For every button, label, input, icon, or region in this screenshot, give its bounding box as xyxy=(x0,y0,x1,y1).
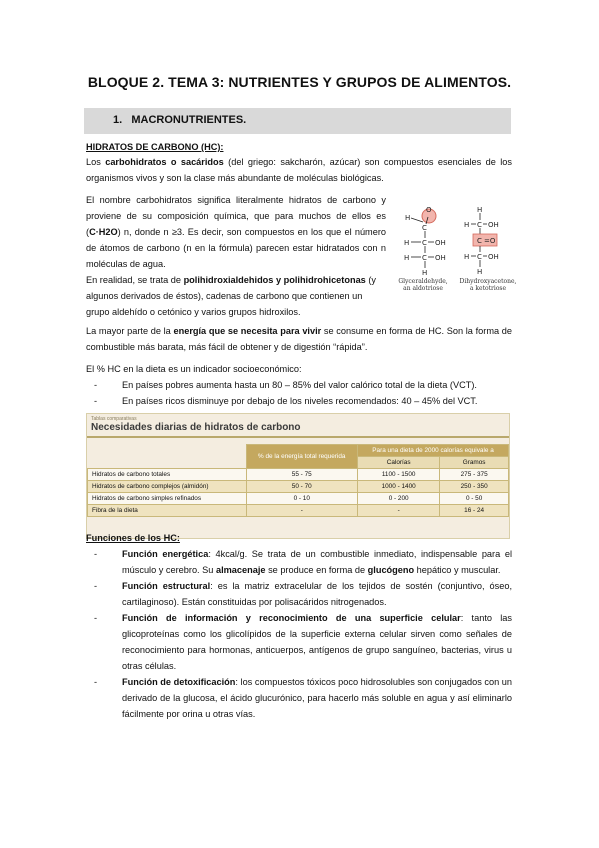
caption-line: Glyceraldehyde, xyxy=(398,278,448,285)
hc-heading: HIDRATOS DE CARBONO (HC): xyxy=(86,142,224,152)
row-g: 275 - 375 xyxy=(440,469,509,481)
paragraph-energia xyxy=(86,323,512,355)
svg-text:C: C xyxy=(422,239,427,247)
socio-list xyxy=(86,377,512,409)
function-item-estructural xyxy=(86,578,512,610)
svg-text:H: H xyxy=(464,253,470,261)
text-run: se produce en forma de xyxy=(265,565,368,575)
svg-text:C: C xyxy=(477,221,482,229)
function-item-energetica xyxy=(86,546,512,578)
row-g: 16 - 24 xyxy=(440,505,509,517)
table-row xyxy=(88,505,509,517)
svg-text:H: H xyxy=(464,221,470,229)
text-run: : 4kcal/g. Se trata de un combustible inmediato, indispensable para el músculo y cerebro. Su xyxy=(122,549,512,575)
function-item-informacion xyxy=(86,610,512,674)
text-run: hepático y muscular. xyxy=(414,565,501,575)
functions-list xyxy=(86,546,512,722)
svg-text:O: O xyxy=(426,206,432,214)
row-name: Hidratos de carbono simples refinados xyxy=(88,493,247,505)
svg-text:H: H xyxy=(477,206,483,214)
function-term: Función energética xyxy=(122,549,209,559)
paragraph-composition xyxy=(86,192,386,272)
header-gramos: Gramos xyxy=(440,457,509,469)
svg-text:OH: OH xyxy=(488,221,499,229)
row-pct: 0 - 10 xyxy=(246,493,358,505)
header-group: Para una dieta de 2000 calorías equivale a xyxy=(358,445,509,457)
list-intro: El % HC en la dieta es un indicador socioeconómico: xyxy=(86,364,302,374)
svg-text:C: C xyxy=(422,254,427,262)
svg-text:H: H xyxy=(404,254,410,262)
list-item: - En países ricos disminuye por debajo de los niveles recomendados: 40 – 45% del VCT. xyxy=(86,393,512,409)
table-row xyxy=(88,469,509,481)
row-name: Hidratos de carbono complejos (almidón) xyxy=(88,481,247,493)
bold-formula: C·H2O xyxy=(89,227,118,237)
page-title: BLOQUE 2. TEMA 3: NUTRIENTES Y GRUPOS DE ALIMENTOS. xyxy=(87,74,512,90)
table-kicker: Tablas comparativas xyxy=(91,416,137,422)
row-pct: - xyxy=(246,505,358,517)
svg-text:C: C xyxy=(422,224,427,232)
paragraph-socioeconomico xyxy=(86,361,512,409)
text-run: En realidad, se trata de xyxy=(86,275,184,285)
svg-text:OH: OH xyxy=(435,254,446,262)
svg-text:H: H xyxy=(404,239,410,247)
text-run: (y algunos derivados de éstos), cadenas de carbono que contienen un grupo aldehído o cetónico y varios grupos hidroxilos. xyxy=(86,275,377,317)
row-g: 0 - 50 xyxy=(440,493,509,505)
text-run: : es la matriz extracelular de los tejidos de sostén (conjuntivo, óseo, cartilaginoso). Están constituidas por polisacáridos nitrogenados. xyxy=(122,581,512,607)
table-row xyxy=(88,493,509,505)
row-g: 250 - 350 xyxy=(440,481,509,493)
carbohydrate-needs-table xyxy=(86,413,510,539)
header-calorias: Calorías xyxy=(358,457,440,469)
header-pct: % de la energía total requerida xyxy=(246,445,358,469)
function-term: Función de información y reconocimiento de una superficie celular xyxy=(122,613,461,623)
text-run: : los compuestos tóxicos poco hidrosolubles son conjugados con un derivado de la glucosa, el ácido glucurónico, para hacerlo más soluble en agua y así eliminarlo fácilmente por orina u otras vías. xyxy=(122,677,512,719)
function-term: Función de detoxificación xyxy=(122,677,236,687)
svg-text:C: C xyxy=(477,237,482,245)
svg-text:H: H xyxy=(477,268,483,276)
row-name: Fibra de la dieta xyxy=(88,505,247,517)
row-pct: 55 - 75 xyxy=(246,469,358,481)
list-item: - En países pobres aumenta hasta un 80 – 85% del valor calórico total de la dieta (VCT). xyxy=(86,377,512,393)
svg-text:C: C xyxy=(477,253,482,261)
bold-term: almacenaje xyxy=(215,565,266,575)
text-run: (del griego: sakcharón, azúcar) son compuestos esenciales de los organismos vivos y son la clase más abundante de moléculas biológicas. xyxy=(86,157,512,183)
functions-heading: Funciones de los HC: xyxy=(86,533,180,543)
section-title: 1. MACRONUTRIENTES. xyxy=(113,114,247,126)
bold-term: energía que se necesita para vivir xyxy=(173,326,322,336)
glyceraldehyde-caption xyxy=(392,278,454,292)
text-run: : tanto las glicoproteínas como los glicolípidos de la superficie externa celular sirven como señales de reconocimiento para hormonas, anticuerpos, antígenos de grupo sanguíneo, bacterias, virus u otras células. xyxy=(122,613,512,671)
caption-line: a ketotriose xyxy=(469,285,507,292)
svg-text:=O: =O xyxy=(484,237,496,245)
svg-text:OH: OH xyxy=(488,253,499,261)
row-cal: 1000 - 1400 xyxy=(358,481,440,493)
bold-term: glucógeno xyxy=(367,565,415,575)
functions-list-block xyxy=(86,546,512,722)
paragraph-polihidroxi xyxy=(86,272,386,320)
svg-text:OH: OH xyxy=(435,239,446,247)
caption-line: Dihydroxyacetone, xyxy=(459,278,517,285)
row-cal: - xyxy=(358,505,440,517)
text-run: La mayor parte de la xyxy=(86,326,174,336)
text-run: se consume en forma de HC. Son la forma de combustible más barata, más fácil de obtener y de digestión “rápida”. xyxy=(86,326,512,352)
row-cal: 1100 - 1500 xyxy=(358,469,440,481)
dihydroxyacetone-caption xyxy=(454,278,522,292)
row-pct: 50 - 70 xyxy=(246,481,358,493)
row-cal: 0 - 200 xyxy=(358,493,440,505)
needs-table xyxy=(87,444,509,517)
text-run: ) n, donde n ≥3. Es decir, son compuestos en los que el número de átomos de carbono (n en la fórmula) parecen estar hidratados con n moléculas de agua. xyxy=(86,227,386,269)
svg-text:H: H xyxy=(422,269,428,277)
row-name: Hidratos de carbono totales xyxy=(88,469,247,481)
triose-structures-figure xyxy=(392,200,522,300)
text-run: El nombre carbohidratos significa literalmente hidratos de carbono y proviene de su composición química, que para muchos de ellos es ( xyxy=(86,195,386,237)
function-item-detoxificacion xyxy=(86,674,512,722)
function-term: Función estructural xyxy=(122,581,211,591)
bold-term: carbohidratos o sacáridos xyxy=(105,157,224,167)
table-row xyxy=(88,481,509,493)
text-run: Los xyxy=(86,157,106,167)
table-title: Necesidades diarias de hidratos de carbono xyxy=(87,422,509,438)
table-corner xyxy=(88,445,247,469)
svg-text:H: H xyxy=(405,214,411,222)
bold-term: polihidroxialdehidos y polihidrohicetonas xyxy=(183,275,366,285)
caption-line: an aldotriose xyxy=(403,285,443,292)
paragraph-intro xyxy=(86,154,512,186)
